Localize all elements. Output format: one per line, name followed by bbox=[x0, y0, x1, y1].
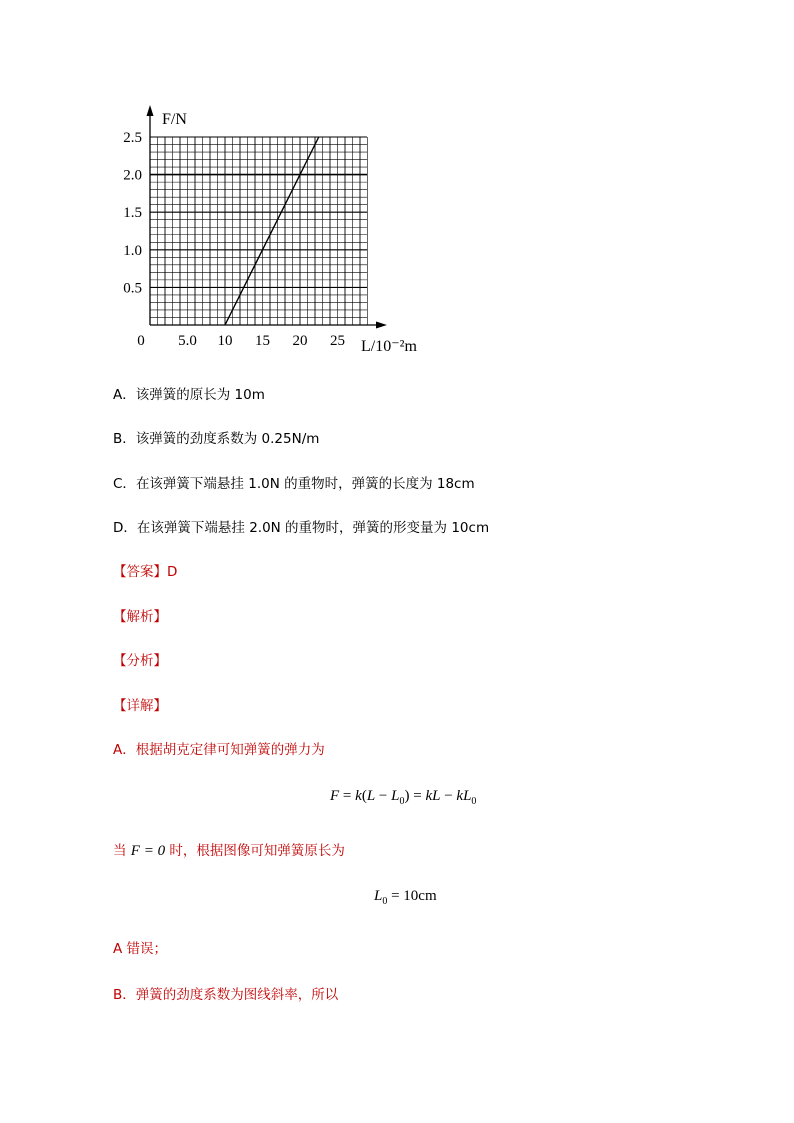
option-d-text: 在该弹簧下端悬挂 2.0N 的重物时，弹簧的形变量为 10cm bbox=[136, 520, 490, 536]
option-d bbox=[113, 519, 489, 537]
y-tick-label: 1.5 bbox=[123, 205, 142, 222]
y-tick-label: 1.0 bbox=[123, 242, 142, 259]
force-length-chart bbox=[100, 100, 440, 365]
hooke-formula: $F = k(L - L_0)$ = kL − $kL_0$ bbox=[330, 788, 477, 807]
chart-svg bbox=[100, 100, 440, 365]
when-condition: F = 0 bbox=[130, 843, 166, 859]
detail-a-wrong: A 错误； bbox=[113, 941, 168, 957]
series-line bbox=[225, 137, 319, 325]
answer-line bbox=[113, 563, 177, 581]
analysis-heading: 【解析】 bbox=[113, 609, 167, 625]
x-tick-label: 20 bbox=[292, 333, 308, 349]
when-prefix: 当 bbox=[113, 843, 127, 859]
answer-label: 【答案】 bbox=[113, 564, 167, 580]
original-length-formula: $L_0 = 10cm$ bbox=[374, 888, 437, 907]
option-c bbox=[113, 475, 475, 493]
detail-a-intro: A．根据胡克定律可知弹簧的弹力为 bbox=[113, 742, 325, 758]
y-tick-label: 0.5 bbox=[123, 280, 142, 297]
option-d-letter: D． bbox=[113, 520, 137, 536]
option-a bbox=[113, 386, 265, 404]
option-b bbox=[113, 430, 319, 448]
x-axis-label: L/10⁻²m bbox=[361, 338, 417, 355]
detail-when-line bbox=[113, 842, 345, 860]
answer-value: D bbox=[167, 564, 178, 580]
option-c-letter: C． bbox=[113, 476, 136, 492]
x-tick-label: 10 bbox=[217, 333, 233, 349]
x-tick-label: 5.0 bbox=[178, 333, 197, 349]
x-tick-label: 15 bbox=[255, 333, 270, 349]
y-axis-label: F/N bbox=[162, 111, 187, 128]
y-tick-label: 2.5 bbox=[123, 130, 142, 146]
option-b-text: 该弹簧的劲度系数为 0.25N/m bbox=[135, 431, 320, 447]
option-b-letter: B． bbox=[113, 431, 136, 447]
y-tick-label: 2.0 bbox=[123, 167, 142, 184]
detail-heading: 【详解】 bbox=[113, 698, 167, 714]
fenxi-heading: 【分析】 bbox=[113, 653, 167, 669]
when-suffix: 时，根据图像可知弹簧原长为 bbox=[169, 843, 345, 859]
detail-b-intro: B．弹簧的劲度系数为图线斜率，所以 bbox=[113, 987, 339, 1003]
y-axis-arrow bbox=[147, 105, 154, 116]
x-axis-arrow bbox=[376, 322, 387, 329]
option-a-text: 该弹簧的原长为 10m bbox=[135, 387, 265, 403]
option-a-letter: A． bbox=[113, 387, 136, 403]
origin-label: 0 bbox=[137, 333, 145, 349]
x-tick-label: 25 bbox=[330, 333, 345, 349]
option-c-text: 在该弹簧下端悬挂 1.0N 的重物时，弹簧的长度为 18cm bbox=[135, 476, 475, 492]
